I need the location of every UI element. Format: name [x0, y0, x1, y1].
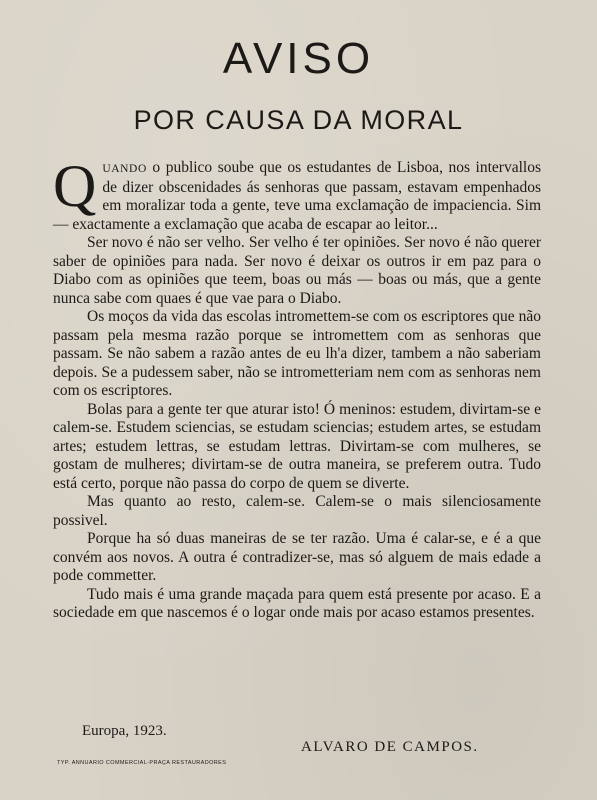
paragraph-4: Bolas para a gente ter que aturar isto! Ó meninos: estudem, divirtam-se e calem-se. Estudem sciencias, se estudam sciencias; estudem artes, se estudam artes; estudem lettras, se estudam lettras. Divirtam-se com mulheres, se gostam de mulheres; divirtam-se de outra maneira, se preferem outra. Tudo está certo, porque não passa do corpo de quem se diverte.	[53, 400, 541, 492]
printer-credit: TYP. ANNUARIO COMMERCIAL-PRAÇA RESTAURADORES	[57, 760, 227, 766]
paragraph-2: Ser novo é não ser velho. Ser velho é ter opiniões. Ser novo é não querer saber de opiniões para nada. Ser novo é deixar os outros ir em paz para o Diabo com as opiniões que teem, boas ou más — boas ou más, que a gente nunca sabe com quaes é que vae para o Diabo.	[53, 234, 541, 307]
paragraph-1	[53, 153, 541, 234]
place-date: Europa, 1923.	[82, 723, 167, 739]
poster-subtitle: POR CAUSA DA MORAL	[133, 105, 464, 135]
opening-smallcaps: UANDO	[102, 163, 147, 175]
paragraph-3: Os moços da vida das escolas intromettem-se com os escriptores que não passam pela mesma razão porque se intromettem com as senhoras que passam. Se não sabem a razão antes de eu lh'a dizer, tambem a não saberiam depois. Se a pudessem saber, não se intrometteriam nem com as senhoras nem com os escriptores.	[53, 308, 541, 399]
paragraph-6: Porque ha só duas maneiras de se ter razão. Uma é calar-se, e é a que convém aos novos. A outra é contradizer-se, mas só alguem de mais edade a pode commetter.	[53, 530, 541, 584]
paragraph-1-text: o publico soube que os estudantes de Lisboa, nos intervallos de dizer obscenidades ás senhoras que passam, estavam empenhados em moralizar toda a gente, teve uma exclamação de impaciencia. Sim — exactamente a exclamação que acaba de escapar ao leitor...	[53, 159, 541, 233]
signature: ALVARO DE CAMPOS.	[301, 739, 479, 755]
paragraph-7: Tudo mais é uma grande maçada para quem está presente por acaso. E a sociedade em que nascemos é o logar onde mais por acaso estamos presentes.	[53, 585, 541, 621]
paragraph-5: Mas quanto ao resto, calem-se. Calem-se o mais silenciosamente possivel.	[53, 493, 541, 529]
drop-cap: Q	[53, 153, 97, 219]
poster-body	[53, 153, 541, 623]
poster-title: AVISO	[222, 34, 375, 83]
